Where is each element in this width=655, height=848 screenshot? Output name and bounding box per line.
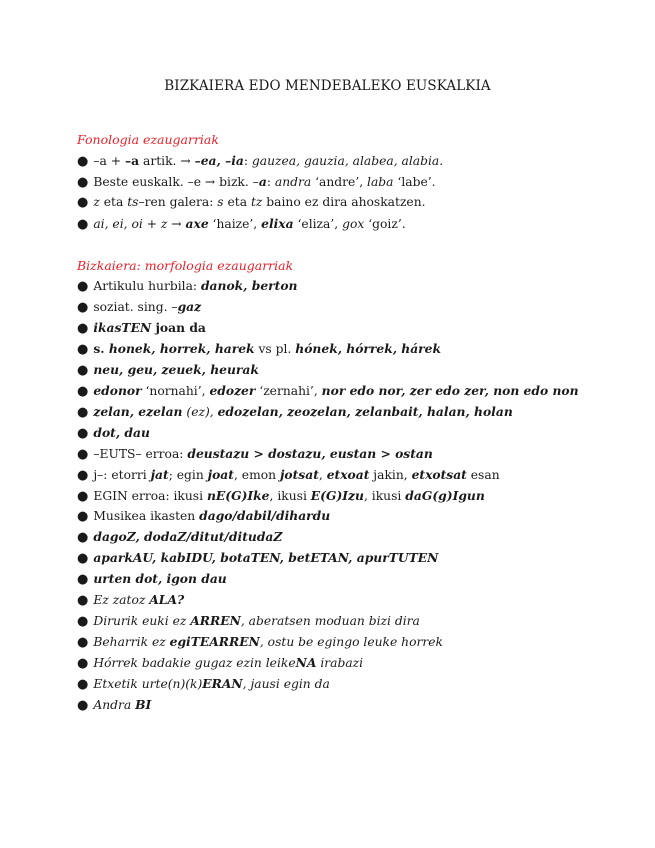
list-item: [77, 529, 282, 545]
text-run: ts: [127, 194, 139, 209]
text-run: , aberatsen moduan bizi dira: [240, 614, 420, 629]
bullet-icon: ●: [77, 698, 89, 713]
bullet-icon: ●: [77, 593, 89, 609]
text-run: dot, dau: [93, 424, 150, 440]
bullet-icon: ●: [77, 656, 89, 672]
section-heading-fonologia: Fonologia ezaugarriak: [77, 132, 219, 147]
text-run: danok, berton: [200, 278, 298, 293]
text-run: ai, ei, oi + z: [93, 216, 168, 231]
text-run: , emon: [233, 467, 280, 482]
list-item: [77, 278, 297, 294]
text-run: –a +: [93, 154, 125, 168]
bullet-icon: ●: [77, 362, 89, 378]
text-run: s: [217, 194, 224, 209]
list-item: [77, 320, 206, 336]
text-run: ‘nornahi’,: [141, 383, 210, 398]
text-run: j–: etorri: [93, 467, 151, 482]
text-run: jat: [150, 466, 169, 482]
text-run: vs pl.: [254, 341, 296, 356]
list-item: [77, 383, 579, 399]
text-run: aparkAU, kabIDU, botaTEN, betETAN, apurTUTEN: [93, 550, 439, 566]
text-run: dagoZ, dodaZ/ditut/ditudaZ: [93, 529, 283, 545]
text-run: EGIN erroa: ikusi: [93, 488, 207, 503]
text-run: honek, horrek, harek: [108, 340, 255, 356]
bullet-icon: ●: [77, 488, 89, 504]
text-run: –a: [124, 153, 140, 168]
list-item: [77, 299, 201, 315]
text-run: jotsat: [279, 466, 319, 482]
bullet-icon: ●: [77, 174, 89, 190]
text-run: andra: [274, 174, 312, 189]
bullet-icon: ●: [77, 216, 89, 232]
text-run: zelan, ezelan: [93, 403, 183, 419]
text-run: Andra: [93, 698, 136, 712]
text-run: –ren galera:: [138, 194, 218, 209]
text-run: Dirurik euki ez: [93, 614, 191, 629]
bullet-icon: ●: [77, 635, 89, 651]
text-run: Ez zatoz: [93, 593, 150, 608]
text-run: ‘goiz’.: [364, 216, 406, 231]
bullet-icon: ●: [77, 383, 89, 399]
bullet-icon: ●: [77, 446, 89, 462]
bullet-icon: ●: [77, 320, 89, 336]
text-run: elixa: [261, 215, 294, 231]
text-run: gaz: [177, 298, 202, 314]
text-run: , jausi egin da: [242, 677, 330, 691]
list-item: [77, 446, 433, 462]
bullet-icon: ●: [77, 467, 89, 483]
text-run: hónek, hórrek, hárek: [295, 340, 442, 356]
text-run: Musikea ikasten: [93, 509, 200, 524]
text-run: nE(G)Ike: [206, 487, 270, 503]
list-item: [77, 550, 438, 566]
list-item: [77, 404, 513, 420]
list-item: [77, 425, 150, 441]
text-run: ‘haize’,: [208, 216, 262, 231]
text-run: ‘andre’,: [311, 174, 368, 189]
text-run: axe: [185, 215, 209, 231]
text-run: Beharrik ez: [93, 635, 170, 650]
bullet-icon: ●: [77, 509, 89, 525]
text-run: z: [93, 194, 100, 209]
text-run: ‘zernahi’,: [255, 383, 322, 398]
list-item: [77, 634, 443, 650]
text-run: BI: [135, 697, 152, 712]
text-run: edonor: [93, 382, 142, 398]
text-run: irabazi: [316, 656, 364, 671]
list-item: [77, 488, 485, 504]
text-run: Beste euskalk. –e → bizk. –: [93, 174, 259, 189]
bullet-icon: ●: [77, 341, 89, 357]
text-run: urten dot, igon dau: [93, 571, 227, 587]
list-item: [77, 195, 426, 210]
text-run: , ikusi: [269, 488, 311, 503]
bullet-icon: ●: [77, 279, 89, 294]
list-item: [77, 467, 500, 483]
text-run: neu, geu, zeuek, heurak: [93, 361, 259, 377]
section-heading-morfologia: Bizkaiera: morfologia ezaugarriak: [77, 258, 294, 273]
text-run: eta: [223, 194, 251, 209]
bullet-icon: ●: [77, 194, 89, 210]
bullet-icon: ●: [77, 572, 89, 588]
text-run: ERAN: [202, 676, 243, 691]
text-run: :: [243, 154, 252, 168]
text-run: egiTEARREN: [169, 634, 260, 650]
text-run: , ostu be egingo leuke horrek: [259, 635, 443, 650]
text-run: ‘labe’.: [393, 174, 436, 189]
text-run: ikasTEN: [93, 319, 152, 335]
list-item: [77, 153, 443, 169]
text-run: eta: [99, 194, 128, 209]
text-run: →: [167, 216, 186, 231]
text-run: ; egin: [168, 467, 208, 482]
list-item: [77, 362, 259, 378]
bullet-icon: ●: [77, 530, 89, 546]
text-run: a: [258, 173, 267, 189]
text-run: E(G)Izu: [310, 487, 364, 503]
page-title: BIZKAIERA EDO MENDEBALEKO EUSKALKIA: [164, 78, 491, 94]
bullet-icon: ●: [77, 677, 89, 692]
text-run: ALA?: [149, 592, 185, 608]
bullet-icon: ●: [77, 154, 89, 169]
text-run: edozer: [209, 382, 256, 398]
text-run: edozelan, zeozelan, zelanbait, halan, holan: [217, 403, 513, 419]
text-run: –EUTS– erroa:: [93, 446, 188, 461]
text-run: nor edo nor, zer edo zer, non edo non: [321, 382, 579, 398]
text-run: esan: [466, 467, 500, 482]
text-run: ‘eliza’,: [293, 216, 343, 231]
text-run: Hórrek badakie gugaz ezin leike: [93, 656, 296, 671]
text-run: tz: [250, 194, 263, 209]
text-run: –ea, –ia: [194, 153, 244, 168]
list-item: [77, 676, 330, 692]
text-run: laba: [367, 174, 394, 189]
text-run: gox: [342, 216, 365, 231]
list-item: [77, 216, 406, 232]
list-item: [77, 697, 151, 713]
text-run: (ez),: [182, 404, 218, 419]
list-item: [77, 592, 184, 608]
text-run: :: [266, 174, 275, 189]
text-run: s.: [93, 340, 109, 356]
list-item: [77, 571, 227, 587]
text-run: NA: [295, 655, 317, 671]
bullet-icon: ●: [77, 425, 89, 441]
text-run: , ikusi: [363, 488, 406, 503]
bullet-icon: ●: [77, 614, 89, 630]
text-run: ,: [318, 467, 327, 482]
text-run: joat: [207, 466, 234, 482]
list-item: [77, 508, 330, 524]
text-run: joan da: [151, 319, 206, 335]
text-run: baino ez dira ahoskatzen.: [262, 194, 426, 209]
text-run: dago/dabil/dihardu: [199, 508, 331, 524]
list-item: [77, 341, 441, 357]
text-run: gauzea, gauzia, alabea, alabia.: [251, 154, 444, 168]
text-run: soziat. sing. –: [93, 299, 178, 314]
bullet-icon: ●: [77, 299, 89, 315]
bullet-icon: ●: [77, 551, 89, 567]
text-run: deustazu > dostazu, eustan > ostan: [187, 445, 433, 461]
text-run: Artikulu hurbila:: [93, 279, 201, 293]
text-run: etxotsat: [411, 466, 467, 482]
bullet-icon: ●: [77, 404, 89, 420]
text-run: ARREN: [190, 613, 241, 629]
list-item: [77, 655, 363, 671]
text-run: artik. →: [139, 154, 195, 168]
list-item: [77, 174, 436, 190]
text-run: etxoat: [326, 466, 370, 482]
text-run: daG(g)Igun: [405, 487, 485, 503]
text-run: Etxetik urte(n)(k): [93, 677, 203, 691]
text-run: jakin,: [369, 467, 412, 482]
list-item: [77, 613, 420, 629]
